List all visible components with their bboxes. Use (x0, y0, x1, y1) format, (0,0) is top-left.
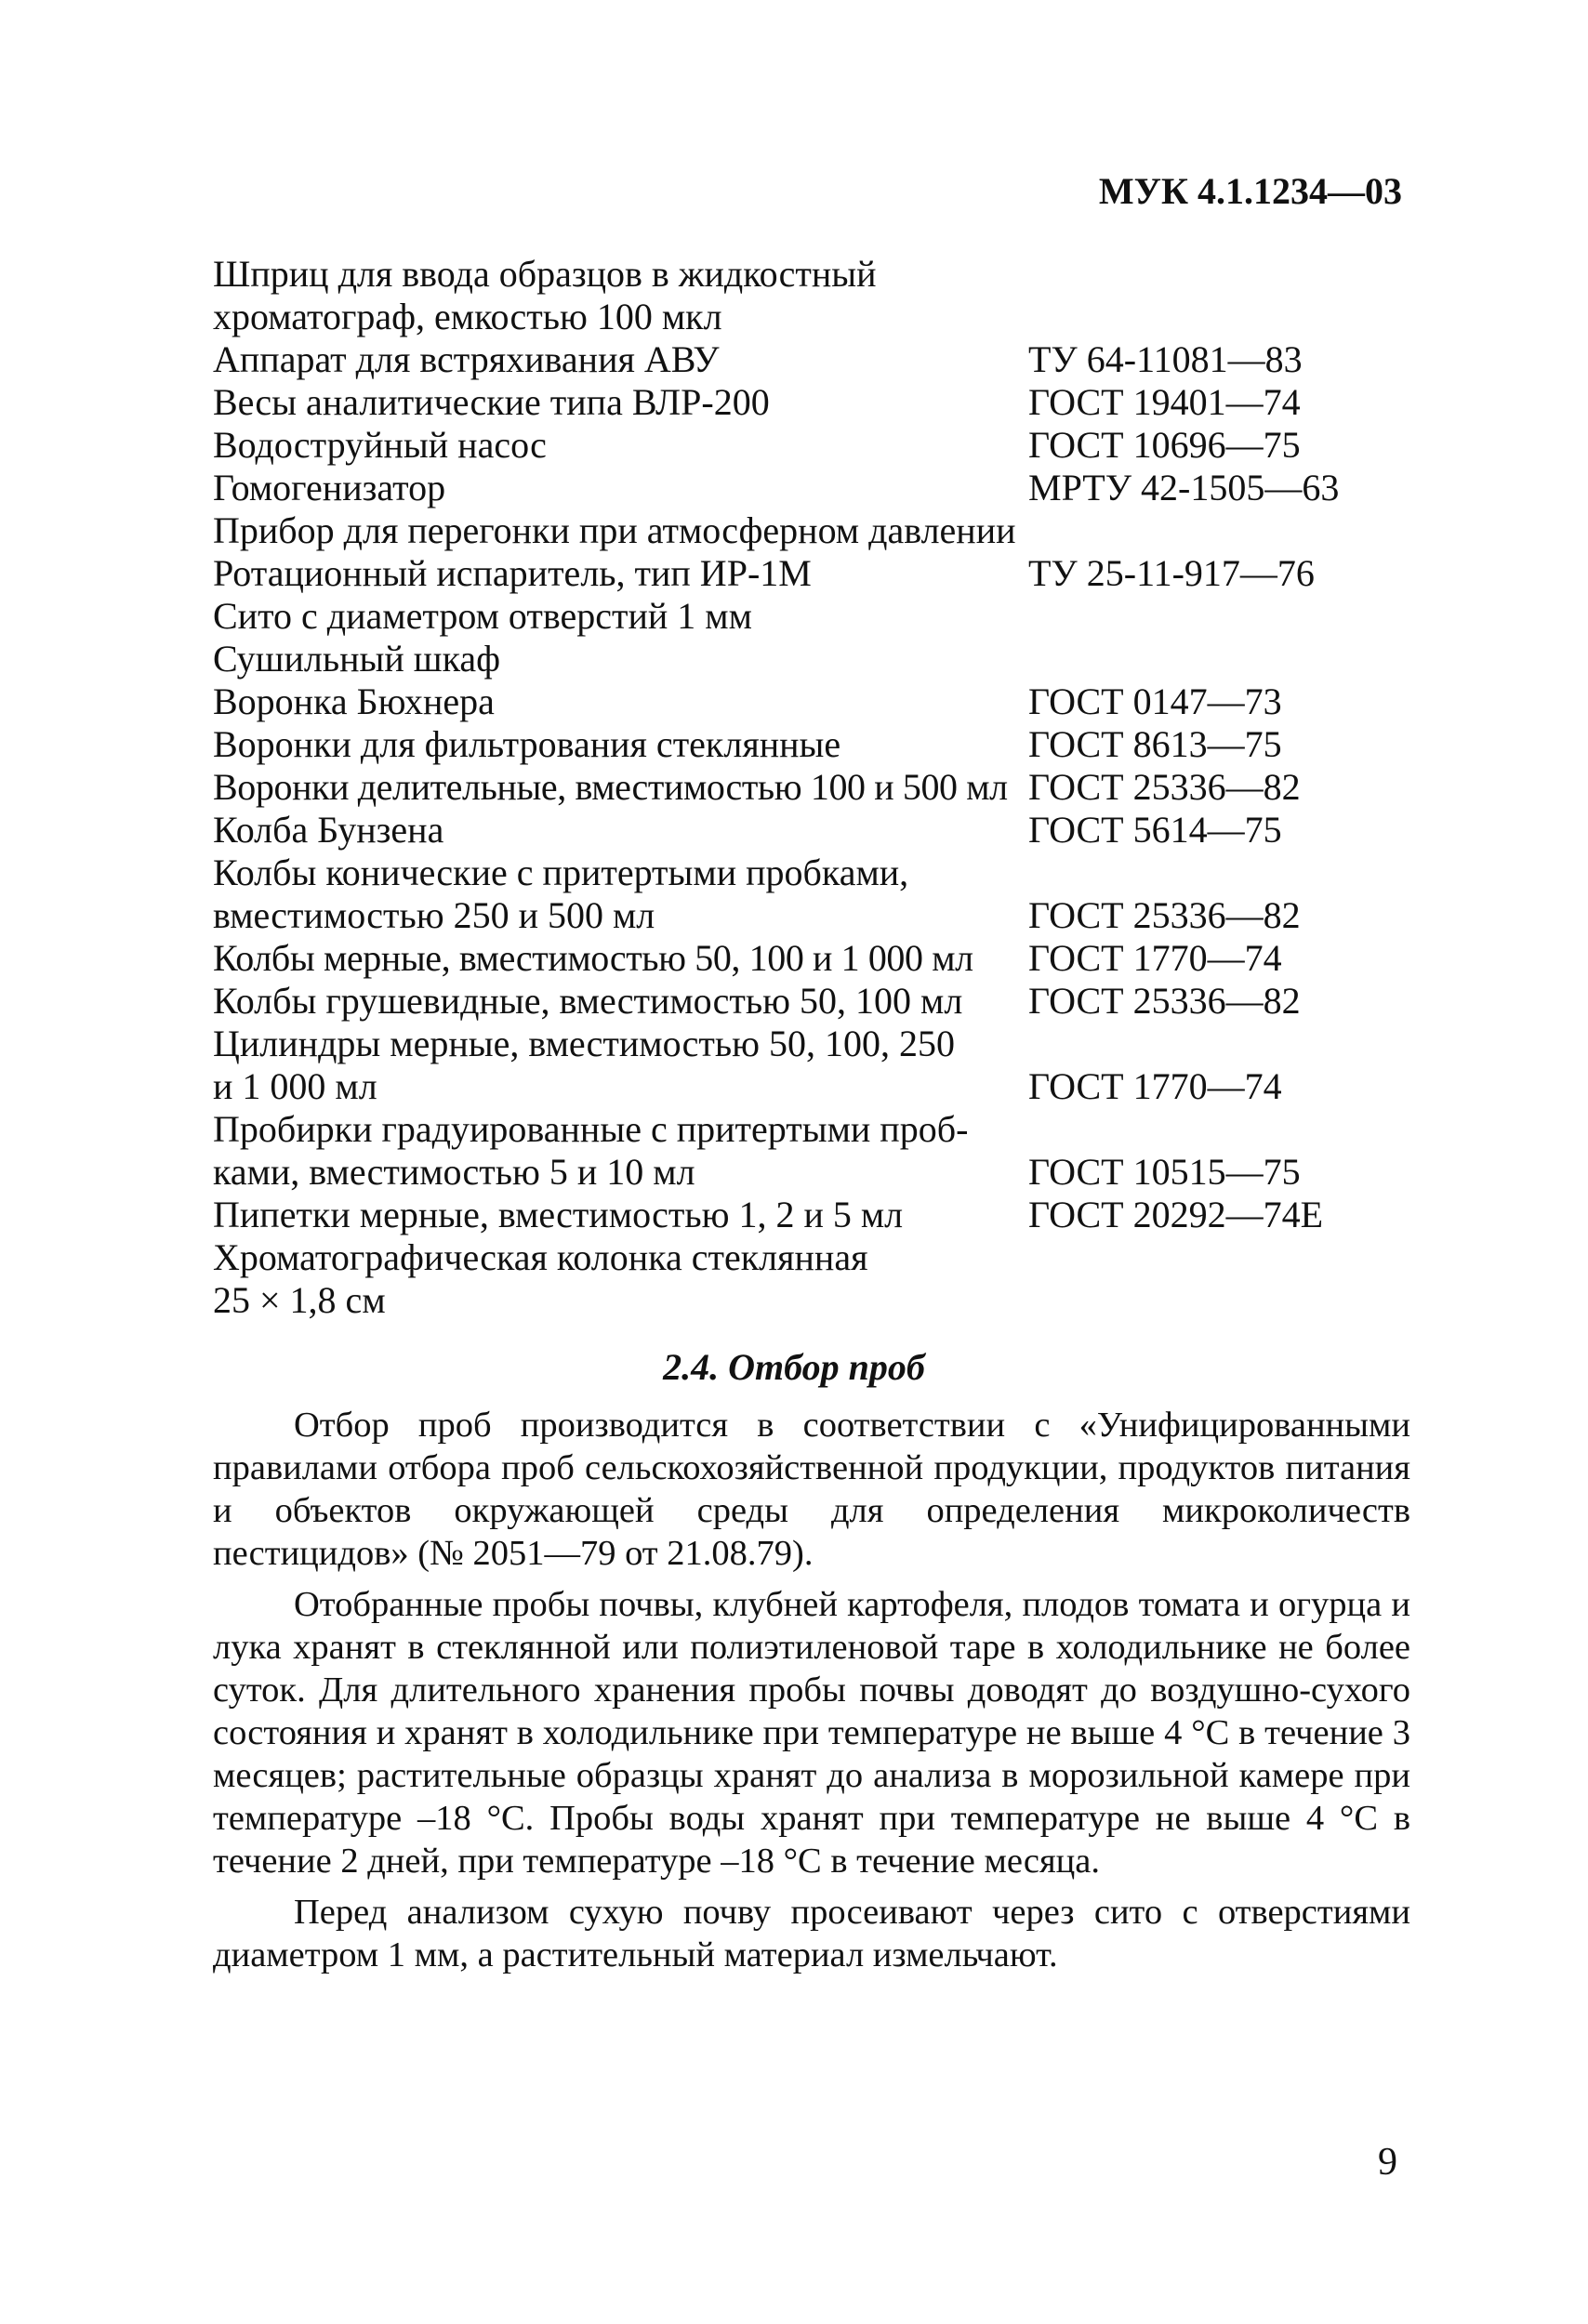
equipment-name: Аппарат для встряхивания АВУ (213, 338, 720, 380)
equipment-standard: ГОСТ 1770—74 (1028, 1065, 1282, 1107)
equipment-item (213, 509, 1366, 552)
equipment-item (213, 467, 1366, 509)
equipment-item (213, 1108, 1366, 1194)
equipment-standard: ГОСТ 19401—74 (1028, 381, 1301, 423)
equipment-standard: ТУ 64-11081—83 (1028, 338, 1303, 380)
equipment-standard: ГОСТ 25336—82 (1028, 894, 1301, 936)
equipment-name: Сушильный шкаф (213, 638, 501, 680)
equipment-item (213, 638, 1366, 680)
section-title: 2.4. Отбор проб (663, 1346, 925, 1388)
equipment-item (213, 424, 1366, 467)
equipment-item (213, 766, 1366, 809)
equipment-name: Колбы конические с притертыми пробками, вместимостью 250 и 500 мл (213, 852, 909, 936)
equipment-item (213, 680, 1366, 723)
equipment-standard: ГОСТ 25336—82 (1028, 980, 1301, 1022)
equipment-standard: ГОСТ 1770—74 (1028, 937, 1282, 979)
equipment-standard: ГОСТ 10696—75 (1028, 424, 1301, 466)
equipment-item (213, 595, 1366, 638)
equipment-name: Прибор для перегонки при атмосферном давлении (213, 509, 1016, 551)
equipment-item (213, 852, 1366, 937)
equipment-name: Пипетки мерные, вместимостью 1, 2 и 5 мл (213, 1194, 904, 1235)
equipment-standard: ГОСТ 10515—75 (1028, 1151, 1301, 1193)
equipment-name: Пробирки градуированные с притертыми проб- ками, вместимостью 5 и 10 мл (213, 1108, 969, 1193)
equipment-name: Воронка Бюхнера (213, 680, 495, 722)
equipment-name: Весы аналитические типа ВЛР-200 (213, 381, 770, 423)
equipment-name: Водоструйный насос (213, 424, 547, 466)
equipment-standard: ГОСТ 5614—75 (1028, 809, 1282, 851)
equipment-standard: ГОСТ 8613—75 (1028, 723, 1282, 765)
equipment-list (213, 253, 1366, 1322)
equipment-item (213, 338, 1366, 381)
equipment-name: Ротационный испаритель, тип ИР-1М (213, 552, 812, 594)
page-number: 9 (1378, 2141, 1397, 2184)
equipment-name: Хроматографическая колонка стеклянная 25 × 1,8 см (213, 1236, 868, 1321)
equipment-item (213, 937, 1366, 980)
equipment-item (213, 1023, 1366, 1108)
equipment-item (213, 723, 1366, 766)
equipment-item (213, 253, 1366, 338)
paragraph: Отбор проб производится в соответствии с «Унифицированными правилами отбора проб сельскохозяйственной продукции, продуктов питания и объектов окружающей среды для определения микроколичеств пестицидов» (№ 2051—79 от 21.08.79). (213, 1406, 1410, 1573)
equipment-standard: ТУ 25-11-917—76 (1028, 552, 1315, 594)
equipment-name: Колбы грушевидные, вместимостью 50, 100 мл (213, 980, 963, 1022)
equipment-standard: ГОСТ 25336—82 (1028, 766, 1301, 808)
equipment-name: Колбы мерные, вместимостью 50, 100 и 1 000 мл (213, 937, 973, 979)
equipment-item (213, 1236, 1366, 1322)
section-body (213, 1404, 1410, 1976)
paragraph: Перед анализом сухую почву просеивают через сито с отверстиями диаметром 1 мм, а растительный материал измельчают. (213, 1893, 1410, 1974)
equipment-name: Цилиндры мерные, вместимостью 50, 100, 250 и 1 000 мл (213, 1023, 955, 1107)
equipment-name: Колба Бунзена (213, 809, 444, 851)
equipment-item (213, 1194, 1366, 1236)
equipment-name: Воронки для фильтрования стеклянные (213, 723, 841, 765)
equipment-standard: ГОСТ 20292—74Е (1028, 1194, 1324, 1235)
equipment-item (213, 980, 1366, 1023)
equipment-item (213, 381, 1366, 424)
equipment-standard: МРТУ 42-1505—63 (1028, 467, 1340, 508)
equipment-item (213, 552, 1366, 595)
equipment-name: Сито с диаметром отверстий 1 мм (213, 595, 752, 637)
document-code-header: МУК 4.1.1234—03 (1098, 170, 1402, 212)
equipment-name: Шприц для ввода образцов в жидкостный хроматограф, емкостью 100 мкл (213, 253, 877, 337)
equipment-standard: ГОСТ 0147—73 (1028, 680, 1282, 722)
paragraph: Отобранные пробы почвы, клубней картофеля, плодов томата и огурца и лука хранят в стеклянной или полиэтиленовой таре в холодильнике не более суток. Для длительного хранения пробы почвы доводят до воздушно-сухого состояния и хранят в холодильнике при температуре не выше 4 °С в течение 3 месяцев; растительные образцы хранят до анализа в морозильной камере при температуре –18 °С. Пробы воды хранят при температуре не выше 4 °С в течение 2 дней, при температуре –18 °С в течение месяца. (213, 1585, 1410, 1881)
equipment-name: Гомогенизатор (213, 467, 446, 508)
equipment-item (213, 809, 1366, 852)
equipment-name: Воронки делительные, вместимостью 100 и 500 мл (213, 766, 1008, 808)
